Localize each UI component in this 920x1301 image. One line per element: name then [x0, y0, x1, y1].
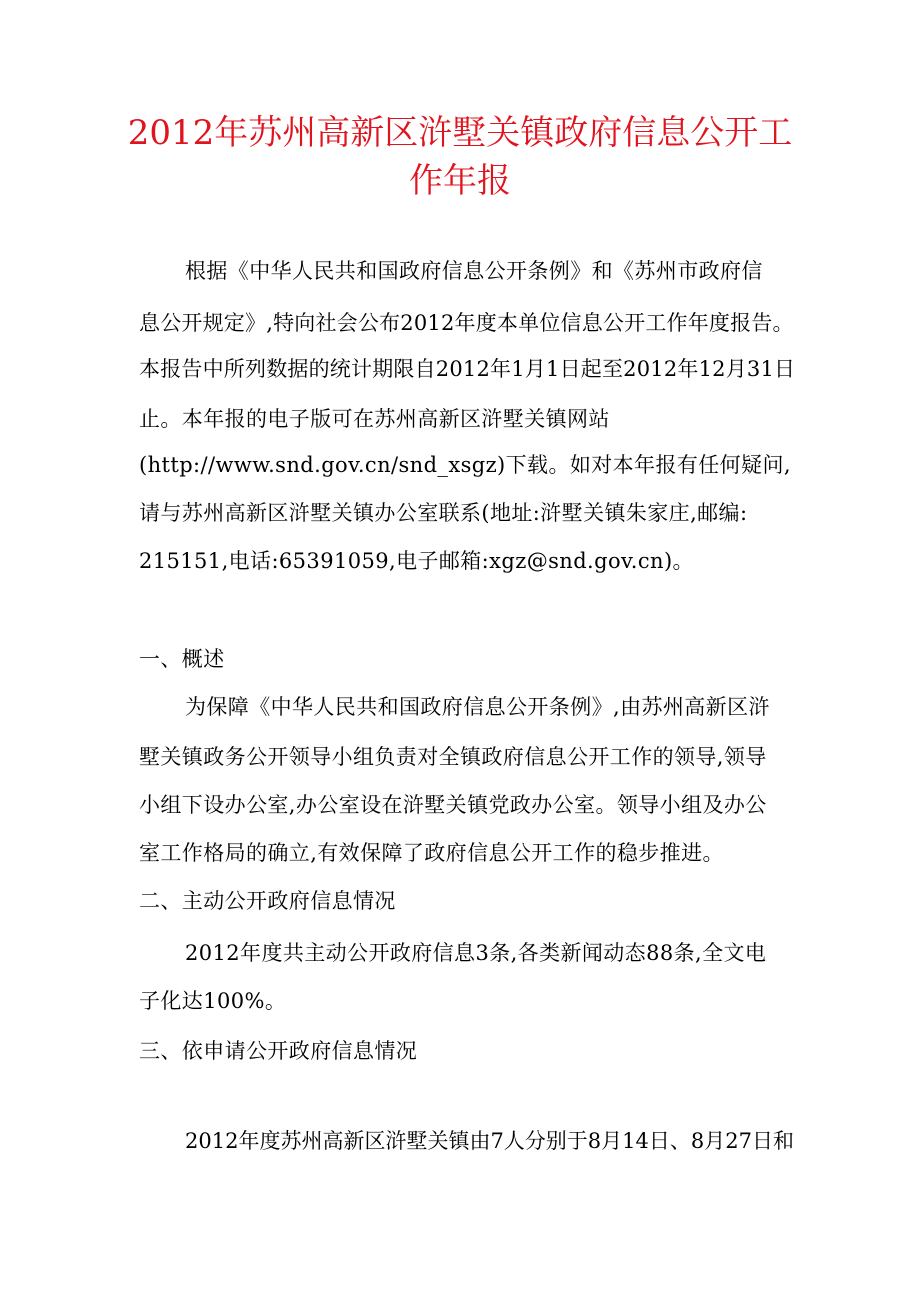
proactive-line: 2012年度共主动公开政府信息3条,各类新闻动态88条,全文电	[185, 941, 767, 965]
document-title-line-1: 2012年苏州高新区浒墅关镇政府信息公开工	[127, 113, 793, 153]
proactive-line: 子化达100%。	[139, 989, 287, 1013]
overview-line: 小组下设办公室,办公室设在浒墅关镇党政办公室。领导小组及办公	[139, 793, 767, 817]
intro-line: 息公开规定》,特向社会公布2012年度本单位信息公开工作年度报告。	[139, 311, 794, 335]
document-title-line-2: 作年报	[409, 161, 511, 201]
section-heading-on-request: 三、依申请公开政府信息情况	[139, 1039, 418, 1063]
overview-line: 室工作格局的确立,有效保障了政府信息公开工作的稳步推进。	[139, 841, 724, 865]
intro-line: 本报告中所列数据的统计期限自2012年1月1日起至2012年12月31日	[139, 357, 796, 381]
intro-line: 215151,电话:65391059,电子邮箱:xgz@snd.gov.cn)。	[139, 549, 694, 573]
intro-line: 根据《中华人民共和国政府信息公开条例》和《苏州市政府信	[185, 259, 763, 283]
intro-line: 止。本年报的电子版可在苏州高新区浒墅关镇网站	[139, 407, 610, 431]
overview-line: 墅关镇政务公开领导小组负责对全镇政府信息公开工作的领导,领导	[139, 745, 767, 769]
section-heading-proactive: 二、主动公开政府信息情况	[139, 889, 396, 913]
intro-line: (http://www.snd.gov.cn/snd_xsgz)下载。如对本年报有任何疑问,	[139, 453, 791, 477]
intro-line: 请与苏州高新区浒墅关镇办公室联系(地址:浒墅关镇朱家庄,邮编:	[139, 501, 748, 525]
section-heading-overview: 一、概述	[139, 647, 225, 671]
on-request-line: 2012年度苏州高新区浒墅关镇由7人分别于8月14日、8月27日和	[185, 1129, 794, 1153]
overview-line: 为保障《中华人民共和国政府信息公开条例》,由苏州高新区浒	[185, 695, 770, 719]
